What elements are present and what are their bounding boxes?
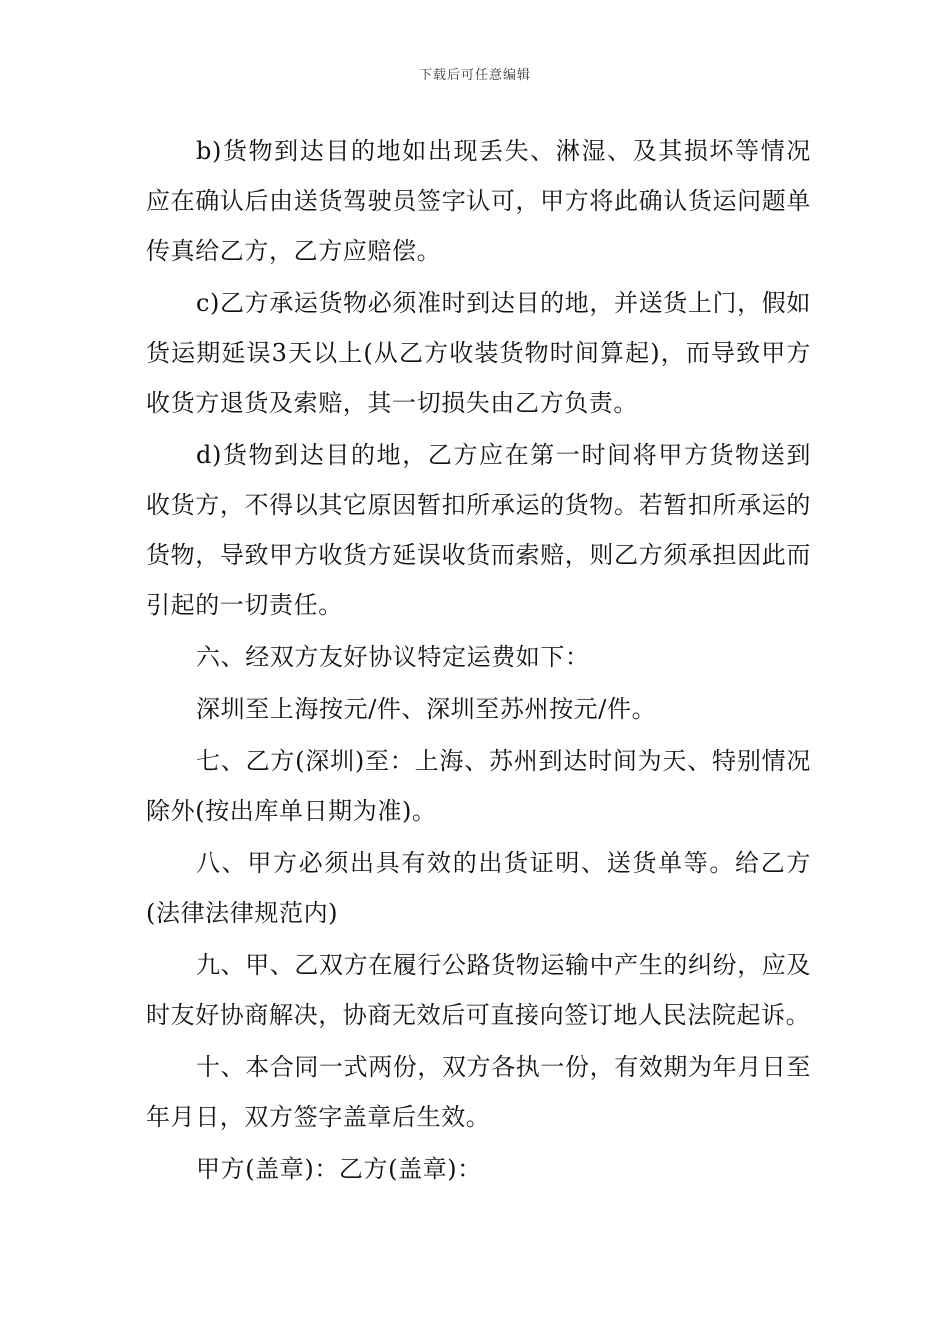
clause-six-paragraph: 六、经双方友好协议特定运费如下： xyxy=(196,643,590,671)
document-body xyxy=(146,126,811,1196)
page-header: 下载后可任意编辑 xyxy=(418,68,531,83)
clause-seven-paragraph: 七、乙方(深圳)至：上海、苏州到达时间为天、特别情况除外(按出库单日期为准)。 xyxy=(146,747,811,825)
freight-rate-paragraph: 深圳至上海按元/件、深圳至苏州按元/件。 xyxy=(196,695,657,723)
signature-line: 甲方(盖章)：乙方(盖章)： xyxy=(196,1155,482,1183)
clause-eight-paragraph: 八、甲方必须出具有效的出货证明、送货单等。给乙方(法律法律规范内) xyxy=(146,849,811,927)
clause-ten-paragraph: 十、本合同一式两份，双方各执一份，有效期为年月日至年月日，双方签字盖章后生效。 xyxy=(146,1053,811,1131)
clause-b-paragraph: b)货物到达目的地如出现丢失、淋湿、及其损坏等情况应在确认后由送货驾驶员签字认可，甲方将此确认货运问题单传真给乙方，乙方应赔偿。 xyxy=(146,137,811,265)
clause-d-paragraph: d)货物到达目的地，乙方应在第一时间将甲方货物送到收货方，不得以其它原因暂扣所承运的货物。若暂扣所承运的货物，导致甲方收货方延误收货而索赔，则乙方须承担因此而引起的一切责任。 xyxy=(146,441,811,619)
clause-nine-paragraph: 九、甲、乙双方在履行公路货物运输中产生的纠纷，应及时友好协商解决，协商无效后可直接向签订地人民法院起诉。 xyxy=(146,951,811,1029)
clause-c-paragraph: c)乙方承运货物必须准时到达目的地，并送货上门，假如货运期延误3天以上(从乙方收装货物时间算起)，而导致甲方收货方退货及索赔，其一切损失由乙方负责。 xyxy=(146,289,811,417)
